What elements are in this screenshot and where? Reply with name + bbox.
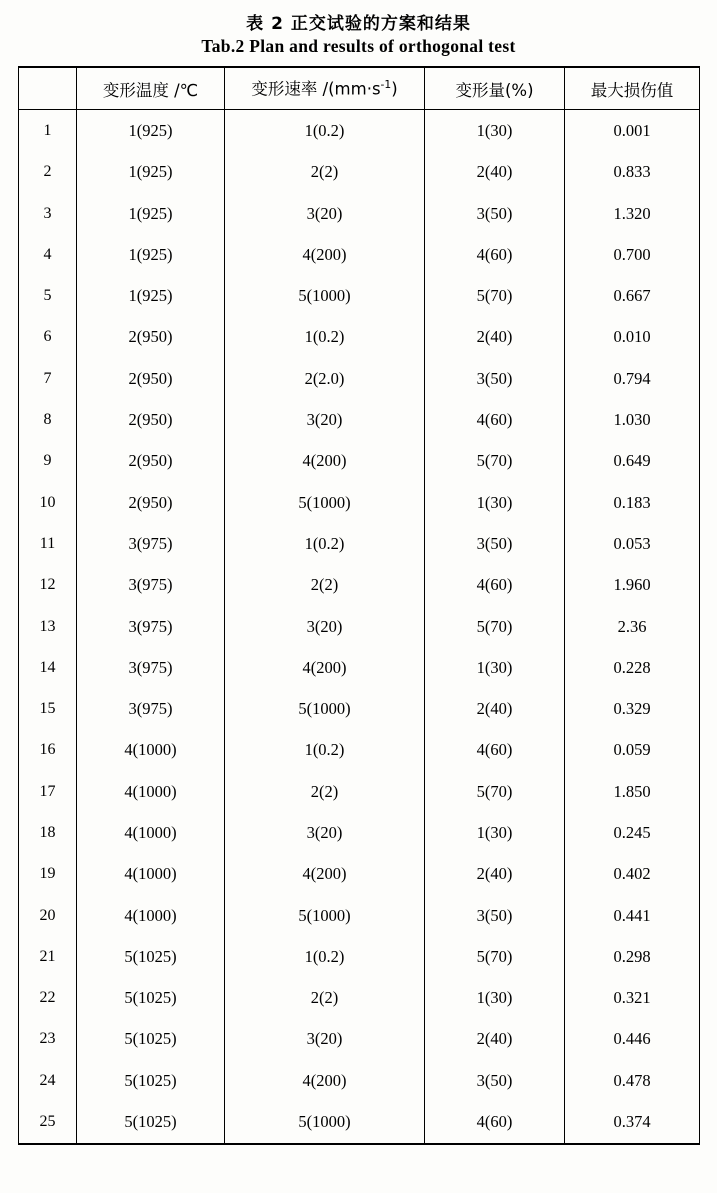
- cell-strain-rate: 1(0.2): [225, 730, 425, 771]
- table-row: [19, 441, 700, 482]
- row-index: 15: [19, 688, 77, 729]
- cell-strain-rate: 5(1000): [225, 895, 425, 936]
- table-row: [19, 1019, 700, 1060]
- row-index: 22: [19, 978, 77, 1019]
- table-row: [19, 1101, 700, 1143]
- row-index: 10: [19, 482, 77, 523]
- row-index: 12: [19, 565, 77, 606]
- cell-deformation: 3(50): [425, 895, 565, 936]
- cell-max-damage: 0.245: [565, 812, 700, 853]
- cell-strain-rate: 4(200): [225, 1060, 425, 1101]
- cell-strain-rate: 3(20): [225, 399, 425, 440]
- table-row: [19, 399, 700, 440]
- cell-temperature: 3(975): [77, 565, 225, 606]
- row-index: 8: [19, 399, 77, 440]
- cell-strain-rate: 4(200): [225, 234, 425, 275]
- cell-strain-rate: 3(20): [225, 193, 425, 234]
- cell-deformation: 5(70): [425, 606, 565, 647]
- cell-strain-rate: 2(2): [225, 565, 425, 606]
- cell-max-damage: 1.850: [565, 771, 700, 812]
- cell-temperature: 1(925): [77, 152, 225, 193]
- cell-deformation: 1(30): [425, 978, 565, 1019]
- cell-deformation: 4(60): [425, 565, 565, 606]
- cell-max-damage: 0.053: [565, 523, 700, 564]
- cell-max-damage: 1.030: [565, 399, 700, 440]
- row-index: 21: [19, 936, 77, 977]
- table-row: [19, 193, 700, 234]
- table-row: [19, 152, 700, 193]
- cell-strain-rate: 2(2.0): [225, 358, 425, 399]
- cell-strain-rate: 3(20): [225, 812, 425, 853]
- table-row: [19, 234, 700, 275]
- cell-temperature: 3(975): [77, 523, 225, 564]
- row-index: 20: [19, 895, 77, 936]
- cell-max-damage: 0.667: [565, 275, 700, 316]
- caption-english: Tab.2 Plan and results of orthogonal test: [201, 36, 516, 56]
- table-row: [19, 978, 700, 1019]
- row-index: 16: [19, 730, 77, 771]
- cell-strain-rate: 3(20): [225, 606, 425, 647]
- strain-rate-exponent: -1: [380, 77, 392, 91]
- row-index: 1: [19, 110, 77, 152]
- row-index: 4: [19, 234, 77, 275]
- table-row: [19, 358, 700, 399]
- cell-deformation: 2(40): [425, 854, 565, 895]
- cell-strain-rate: 4(200): [225, 854, 425, 895]
- cell-temperature: 2(950): [77, 482, 225, 523]
- table-head: [19, 67, 700, 110]
- cell-deformation: 4(60): [425, 234, 565, 275]
- column-header-deformation-amount: 变形量(%): [425, 67, 565, 110]
- cell-deformation: 3(50): [425, 1060, 565, 1101]
- cell-max-damage: 0.402: [565, 854, 700, 895]
- row-index: 25: [19, 1101, 77, 1143]
- cell-deformation: 1(30): [425, 482, 565, 523]
- table-row: [19, 565, 700, 606]
- table-body: [19, 110, 700, 1144]
- cell-deformation: 2(40): [425, 1019, 565, 1060]
- cell-strain-rate: 1(0.2): [225, 523, 425, 564]
- table-row: [19, 688, 700, 729]
- table-row: [19, 771, 700, 812]
- cell-temperature: 4(1000): [77, 812, 225, 853]
- cell-temperature: 4(1000): [77, 730, 225, 771]
- cell-temperature: 3(975): [77, 688, 225, 729]
- cell-deformation: 1(30): [425, 647, 565, 688]
- cell-max-damage: 0.059: [565, 730, 700, 771]
- cell-deformation: 5(70): [425, 441, 565, 482]
- row-index: 19: [19, 854, 77, 895]
- table-row: [19, 936, 700, 977]
- cell-deformation: 4(60): [425, 1101, 565, 1143]
- caption-chinese: 表 2 正交试验的方案和结果: [246, 14, 471, 34]
- cell-max-damage: 0.833: [565, 152, 700, 193]
- cell-temperature: 5(1025): [77, 1060, 225, 1101]
- cell-temperature: 5(1025): [77, 978, 225, 1019]
- cell-temperature: 1(925): [77, 275, 225, 316]
- cell-deformation: 1(30): [425, 110, 565, 152]
- cell-strain-rate: 5(1000): [225, 275, 425, 316]
- cell-max-damage: 0.321: [565, 978, 700, 1019]
- column-header-temperature: 变形温度 /℃: [77, 67, 225, 110]
- cell-max-damage: 0.183: [565, 482, 700, 523]
- cell-temperature: 4(1000): [77, 895, 225, 936]
- table-row: [19, 275, 700, 316]
- row-index: 18: [19, 812, 77, 853]
- cell-temperature: 2(950): [77, 317, 225, 358]
- cell-max-damage: 1.960: [565, 565, 700, 606]
- cell-max-damage: 0.649: [565, 441, 700, 482]
- cell-deformation: 4(60): [425, 399, 565, 440]
- table-row: [19, 730, 700, 771]
- cell-deformation: 3(50): [425, 193, 565, 234]
- cell-max-damage: 0.001: [565, 110, 700, 152]
- cell-deformation: 1(30): [425, 812, 565, 853]
- cell-max-damage: 2.36: [565, 606, 700, 647]
- cell-strain-rate: 2(2): [225, 978, 425, 1019]
- row-index: 23: [19, 1019, 77, 1060]
- cell-strain-rate: 1(0.2): [225, 317, 425, 358]
- cell-temperature: 2(950): [77, 358, 225, 399]
- table-caption: [18, 0, 699, 66]
- cell-max-damage: 0.441: [565, 895, 700, 936]
- cell-strain-rate: 4(200): [225, 647, 425, 688]
- cell-temperature: 1(925): [77, 110, 225, 152]
- table-row: [19, 317, 700, 358]
- column-header-max-damage: 最大损伤值: [565, 67, 700, 110]
- cell-deformation: 2(40): [425, 688, 565, 729]
- cell-deformation: 5(70): [425, 771, 565, 812]
- table-header-row: [19, 67, 700, 110]
- cell-strain-rate: 1(0.2): [225, 110, 425, 152]
- cell-max-damage: 0.446: [565, 1019, 700, 1060]
- cell-max-damage: 0.298: [565, 936, 700, 977]
- table-row: [19, 606, 700, 647]
- cell-strain-rate: 5(1000): [225, 688, 425, 729]
- cell-temperature: 3(975): [77, 606, 225, 647]
- cell-deformation: 3(50): [425, 358, 565, 399]
- cell-temperature: 1(925): [77, 234, 225, 275]
- cell-strain-rate: 3(20): [225, 1019, 425, 1060]
- row-index: 11: [19, 523, 77, 564]
- cell-strain-rate: 5(1000): [225, 1101, 425, 1143]
- cell-max-damage: 0.478: [565, 1060, 700, 1101]
- row-index: 17: [19, 771, 77, 812]
- cell-max-damage: 0.794: [565, 358, 700, 399]
- cell-max-damage: 0.010: [565, 317, 700, 358]
- row-index: 2: [19, 152, 77, 193]
- cell-deformation: 3(50): [425, 523, 565, 564]
- row-index: 14: [19, 647, 77, 688]
- cell-temperature: 5(1025): [77, 1019, 225, 1060]
- cell-strain-rate: 1(0.2): [225, 936, 425, 977]
- table-row: [19, 854, 700, 895]
- row-index: 24: [19, 1060, 77, 1101]
- cell-deformation: 2(40): [425, 152, 565, 193]
- cell-temperature: 5(1025): [77, 1101, 225, 1143]
- cell-deformation: 5(70): [425, 936, 565, 977]
- cell-max-damage: 1.320: [565, 193, 700, 234]
- column-header-index: [19, 67, 77, 110]
- table-row: [19, 647, 700, 688]
- cell-deformation: 5(70): [425, 275, 565, 316]
- table-row: [19, 110, 700, 152]
- cell-max-damage: 0.700: [565, 234, 700, 275]
- cell-max-damage: 0.374: [565, 1101, 700, 1143]
- cell-max-damage: 0.329: [565, 688, 700, 729]
- cell-temperature: 2(950): [77, 399, 225, 440]
- strain-rate-label: 变形速率 $/(mm\cdot s^{-1})$: [251, 77, 398, 99]
- cell-strain-rate: 5(1000): [225, 482, 425, 523]
- cell-max-damage: 0.228: [565, 647, 700, 688]
- cell-temperature: 3(975): [77, 647, 225, 688]
- row-index: 9: [19, 441, 77, 482]
- table-row: [19, 523, 700, 564]
- table-row: [19, 812, 700, 853]
- row-index: 6: [19, 317, 77, 358]
- row-index: 3: [19, 193, 77, 234]
- cell-strain-rate: 2(2): [225, 771, 425, 812]
- column-header-strain-rate: [225, 67, 425, 110]
- orthogonal-test-table: [18, 66, 700, 1145]
- cell-temperature: 4(1000): [77, 771, 225, 812]
- table-row: [19, 482, 700, 523]
- cell-deformation: 2(40): [425, 317, 565, 358]
- table-row: [19, 895, 700, 936]
- cell-deformation: 4(60): [425, 730, 565, 771]
- cell-strain-rate: 4(200): [225, 441, 425, 482]
- row-index: 13: [19, 606, 77, 647]
- cell-temperature: 1(925): [77, 193, 225, 234]
- table-row: [19, 1060, 700, 1101]
- cell-temperature: 4(1000): [77, 854, 225, 895]
- row-index: 5: [19, 275, 77, 316]
- cell-temperature: 2(950): [77, 441, 225, 482]
- row-index: 7: [19, 358, 77, 399]
- cell-temperature: 5(1025): [77, 936, 225, 977]
- cell-strain-rate: 2(2): [225, 152, 425, 193]
